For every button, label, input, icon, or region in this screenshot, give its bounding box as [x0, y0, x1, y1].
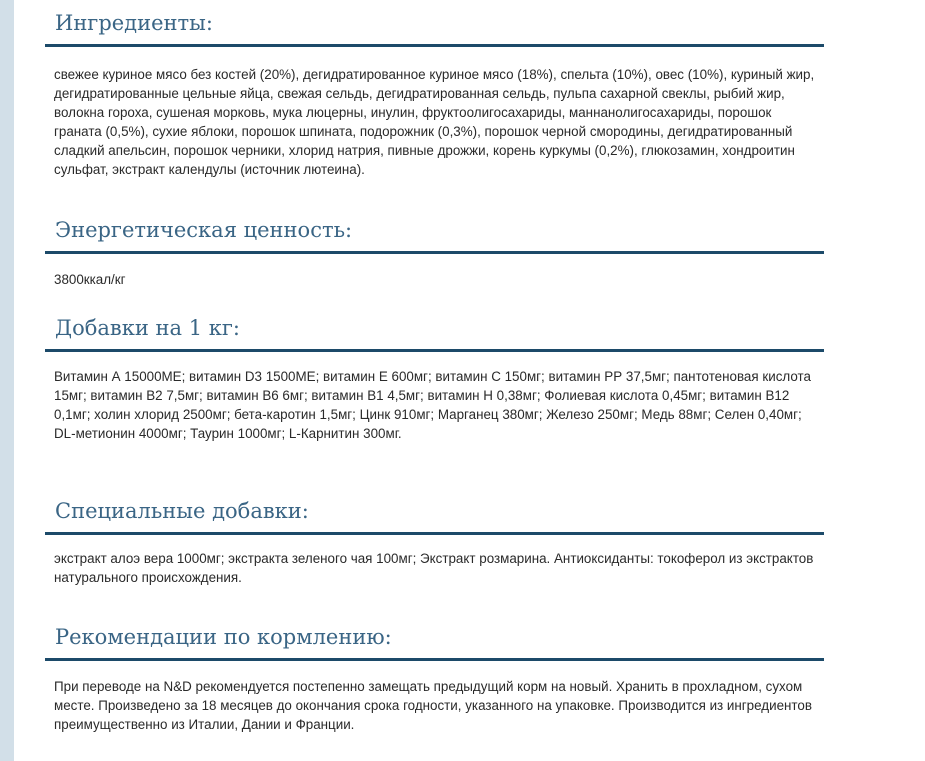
section-title-energy-value: Энергетическая ценность: [45, 206, 824, 254]
section-additives [45, 304, 824, 487]
section-text-additives: Витамин А 15000МЕ; витамин D3 1500МЕ; витамин Е 600мг; витамин С 150мг; витамин РР 37,5мг; пантотеновая кислота 15мг; витамин В2 7,5мг; витамин В6 6мг; витамин В1 4,5мг; витамин Н 0,38мг; Фолиевая кислота 0,45мг; витамин В12 0,1мг; холин хлорид 2500мг; бета-каротин 1,5мг; Цинк 910мг; Марганец 380мг; Железо 250мг; Медь 88мг; Селен 0,40мг; DL-метионин 4000мг; Таурин 1000мг; L-Карнитин 300мг. [54, 369, 811, 441]
section-energy-value [45, 206, 824, 304]
section-feeding-recommendations [45, 613, 824, 734]
section-text-feeding-recommendations: При переводе на N&D рекомендуется постепенно замещать предыдущий корм на новый. Хранить в прохладном, сухом месте. Произведено за 18 месяцев до окончания срока годности, указанного на упаковке. Производится из ингредиентов преимущественно из Италии, Дании и Франции. [54, 679, 812, 732]
section-ingredients [45, 0, 824, 206]
section-title-additives: Добавки на 1 кг: [45, 304, 824, 352]
section-text-energy-value: 3800ккал/кг [54, 272, 126, 287]
section-text-ingredients: свежее куриное мясо без костей (20%), дегидратированное куриное мясо (18%), спельта (10%), овес (10%), куриный жир, дегидратированные цельные яйца, свежая сельдь, дегидратированная сельдь, пульпа сахарной свеклы, рыбий жир, волокна гороха, сушеная морковь, мука люцерны, инулин, фруктоолигосахариды, маннанолигосахариды, порошок граната (0,5%), сухие яблоки, порошок шпината, подорожник (0,3%), порошок черной смородины, дегидратированный сладкий апельсин, порошок черники, хлорид натрия, пивные дрожжи, корень куркумы (0,2%), глюкозамин, хондроитин сульфат, экстракт календулы (источник лютеина). [54, 67, 815, 177]
section-special-additives [45, 487, 824, 613]
product-info-content [45, 0, 824, 734]
section-title-ingredients: Ингредиенты: [45, 0, 824, 47]
section-text-special-additives: экстракт алоэ вера 1000мг; экстракта зеленого чая 100мг; Экстракт розмарина. Антиоксиданты: токоферол из экстрактов натурального происхождения. [54, 551, 814, 585]
left-sidebar-stripe [0, 0, 14, 761]
section-title-feeding-recommendations: Рекомендации по кормлению: [45, 613, 824, 661]
section-title-special-additives: Специальные добавки: [45, 487, 824, 535]
